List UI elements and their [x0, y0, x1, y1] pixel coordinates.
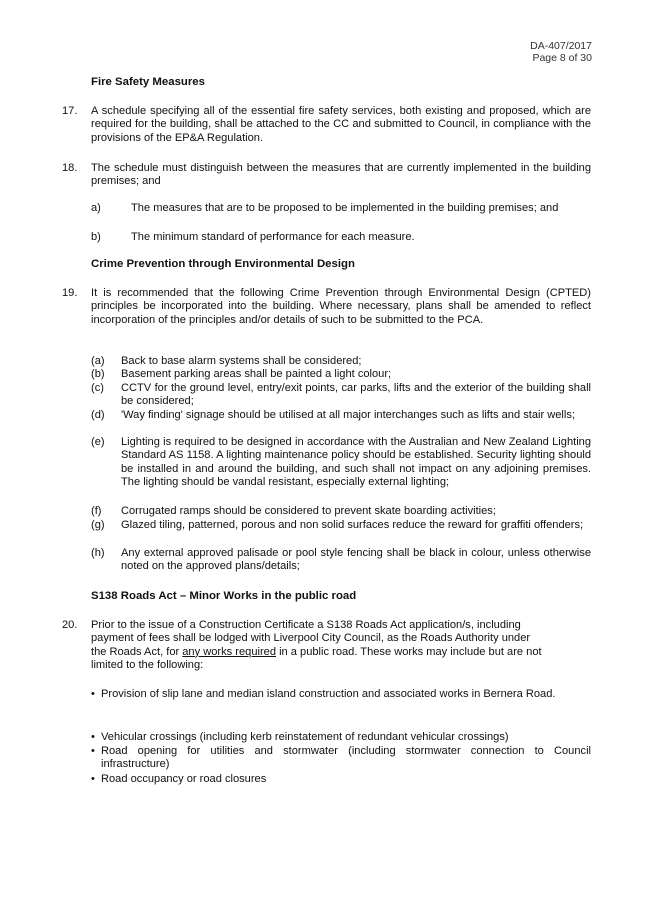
section-heading-roads-act: S138 Roads Act – Minor Works in the public road — [91, 590, 357, 602]
clause-19-text: It is recommended that the following Crime Prevention through Environmental Design (CPTED) principles be incorporated into the building. Where necessary, plans shall be amended to reflect incorporation of the principles and/or details of such to be submitted to the PCA. — [91, 287, 591, 326]
section-heading-cpted: Crime Prevention through Environmental Design — [91, 258, 355, 270]
clause-20-text — [91, 619, 601, 672]
item-label: (b) — [91, 368, 105, 380]
item-label: (g) — [91, 519, 105, 531]
clause-number-19: 19. — [62, 287, 78, 299]
section-heading-fire-safety: Fire Safety Measures — [91, 76, 205, 88]
item-label: a) — [91, 202, 101, 214]
item-label: (f) — [91, 505, 102, 517]
item-label: (d) — [91, 409, 105, 421]
item-text: CCTV for the ground level, entry/exit points, car parks, lifts and the exterior of the building shall be considered; — [121, 382, 591, 408]
item-text: Basement parking areas shall be painted a light colour; — [121, 368, 392, 380]
item-label: (c) — [91, 382, 104, 394]
page-header — [530, 40, 592, 64]
clause-number-17: 17. — [62, 105, 78, 117]
bullet-icon: • — [91, 731, 95, 743]
document-reference: DA-407/2017 — [530, 40, 592, 52]
item-text: Lighting is required to be designed in accordance with the Australian and New Zealand Lighting Standard AS 1158. A lighting maintenance policy should be established. Security lighting should be installed in and around the building, and such shall not impact on any adjoining premises. The lighting should be vandal resistant, especially external lighting; — [121, 436, 591, 488]
page-number: Page 8 of 30 — [532, 52, 592, 64]
clause-20-line: Prior to the issue of a Construction Certificate a S138 Roads Act application/s, including — [91, 619, 521, 631]
item-text: The measures that are to be proposed to be implemented in the building premises; and — [131, 202, 559, 214]
clause-17-text: A schedule specifying all of the essential fire safety services, both existing and proposed, which are required for the building, shall be attached to the CC and submitted to Council, in compliance with the provisions of the EP&A Regulation. — [91, 105, 591, 144]
clause-18-text: The schedule must distinguish between the measures that are currently implemented in the building premises; and — [91, 162, 591, 188]
bullet-icon: • — [91, 688, 95, 700]
item-text: Corrugated ramps should be considered to prevent skate boarding activities; — [121, 505, 496, 517]
clause-20-text-segment: the Roads Act, for — [91, 645, 183, 658]
item-text: Any external approved palisade or pool style fencing shall be black in colour, unless otherwise noted on the approved plans/details; — [121, 547, 591, 573]
clause-number-20: 20. — [62, 619, 78, 631]
item-label: (a) — [91, 355, 105, 367]
clause-20-text-segment: in a public road. These works may include but are not — [276, 645, 542, 658]
clause-20-line: payment of fees shall be lodged with Liverpool City Council, as the Roads Authority under — [91, 632, 531, 645]
underlined-phrase: any works required — [182, 645, 276, 658]
item-text: The minimum standard of performance for each measure. — [131, 231, 415, 243]
bullet-item: Road opening for utilities and stormwater (including stormwater connection to Council infrastructure) — [101, 745, 591, 771]
clause-20-line — [91, 646, 601, 659]
item-label: (h) — [91, 547, 105, 559]
bullet-icon: • — [91, 745, 95, 757]
bullet-item: Provision of slip lane and median island construction and associated works in Bernera Road. — [101, 688, 556, 700]
item-label: (e) — [91, 436, 105, 448]
clause-number-18: 18. — [62, 162, 78, 174]
item-text: Glazed tiling, patterned, porous and non solid surfaces reduce the reward for graffiti offenders; — [121, 519, 584, 531]
bullet-icon: • — [91, 773, 95, 785]
clause-20-line: limited to the following: — [91, 658, 204, 671]
item-label: b) — [91, 231, 101, 243]
bullet-item: Vehicular crossings (including kerb reinstatement of redundant vehicular crossings) — [101, 731, 509, 743]
bullet-item: Road occupancy or road closures — [101, 773, 267, 785]
item-text: 'Way finding' signage should be utilised at all major interchanges such as lifts and stair wells; — [121, 409, 575, 421]
item-text: Back to base alarm systems shall be considered; — [121, 355, 362, 367]
